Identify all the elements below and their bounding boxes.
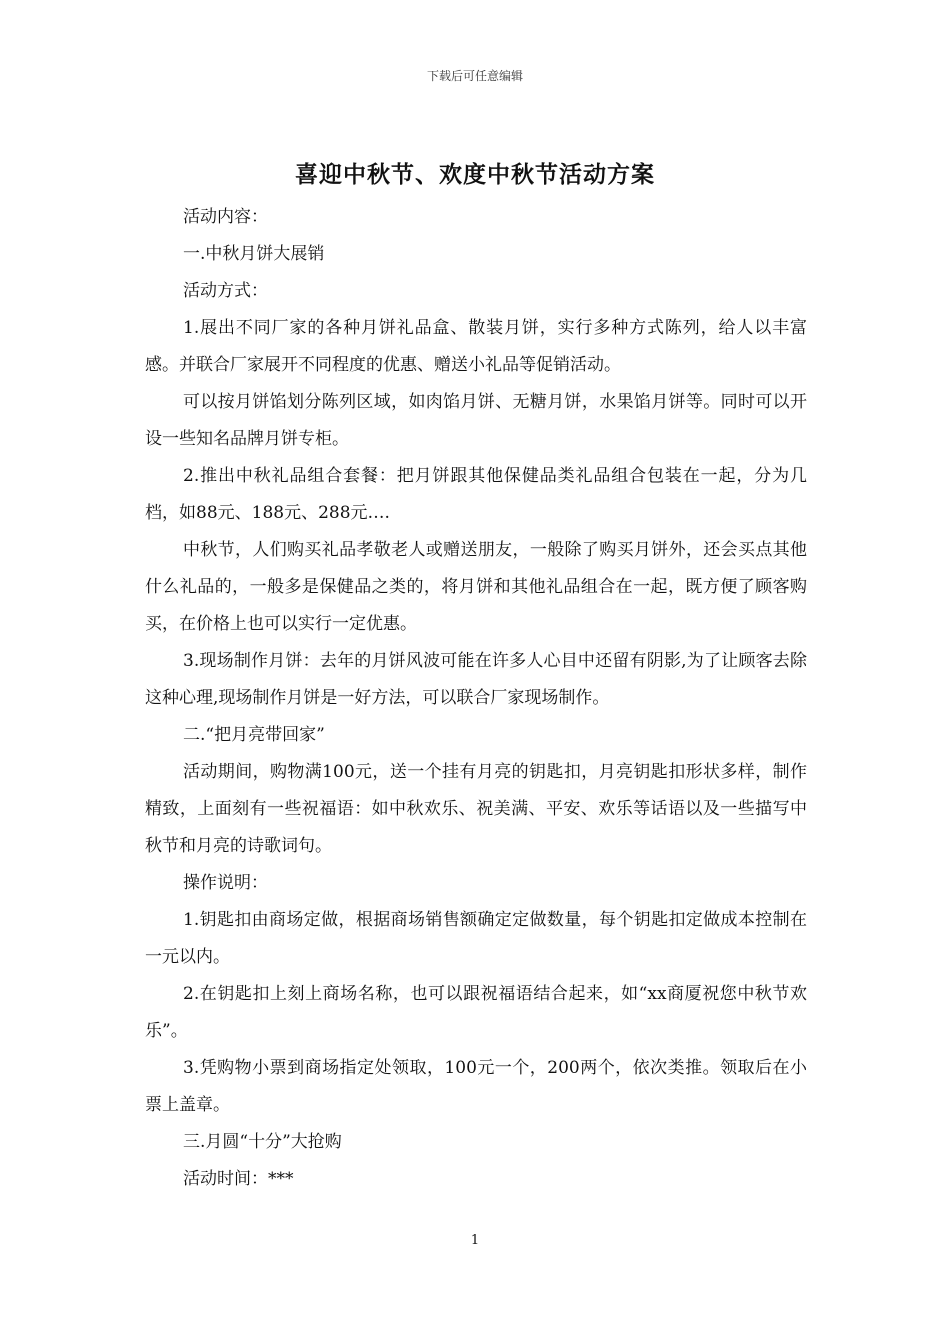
paragraph-activity-content: 活动内容： bbox=[183, 207, 268, 227]
document-body bbox=[145, 199, 807, 1198]
paragraph-section-1-heading: 一.中秋月饼大展销 bbox=[183, 244, 325, 264]
paragraph-keychain-promo: 活动期间，购物满100元，送一个挂有月亮的钥匙扣，月亮钥匙扣形状多样，制作精致，上面刻有一些祝福语：如中秋欢乐、祝美满、平安、欢乐等话语以及一些描写中秋节和月亮的诗歌词句。 bbox=[145, 762, 807, 856]
page-header: 下载后可任意编辑 bbox=[426, 69, 523, 83]
paragraph-item-1: 1.展出不同厂家的各种月饼礼品盒、散装月饼，实行多种方式陈列，给人以丰富感。并联合厂家展开不同程度的优惠、赠送小礼品等促销活动。 bbox=[145, 318, 807, 375]
document-title: 喜迎中秋节、欢度中秋节活动方案 bbox=[295, 161, 655, 188]
paragraph-gift-explanation: 中秋节，人们购买礼品孝敬老人或赠送朋友，一般除了购买月饼外，还会买点其他什么礼品的，一般多是保健品之类的，将月饼和其他礼品组合在一起，既方便了顾客购买，在价格上也可以实行一定优惠。 bbox=[145, 540, 807, 634]
paragraph-activity-time: 活动时间：*** bbox=[183, 1169, 294, 1189]
paragraph-item-2: 2.推出中秋礼品组合套餐：把月饼跟其他保健品类礼品组合包装在一起，分为几档，如88元、188元、288元…. bbox=[145, 466, 807, 523]
paragraph-section-2-heading: 二.“把月亮带回家” bbox=[183, 725, 325, 745]
paragraph-note-1: 1.钥匙扣由商场定做，根据商场销售额确定定做数量，每个钥匙扣定做成本控制在一元以内。 bbox=[145, 910, 807, 967]
paragraph-note-2: 2.在钥匙扣上刻上商场名称，也可以跟祝福语结合起来，如“xx商厦祝您中秋节欢乐”。 bbox=[145, 984, 807, 1041]
paragraph-section-3-heading: 三.月圆“十分”大抢购 bbox=[183, 1132, 342, 1152]
page-number: 1 bbox=[470, 1233, 480, 1248]
paragraph-activity-method: 活动方式： bbox=[183, 281, 268, 301]
paragraph-operation-notes: 操作说明： bbox=[183, 873, 268, 893]
paragraph-item-3: 3.现场制作月饼：去年的月饼风波可能在许多人心目中还留有阴影,为了让顾客去除这种心理,现场制作月饼是一好方法，可以联合厂家现场制作。 bbox=[145, 651, 807, 708]
paragraph-display-zones: 可以按月饼馅划分陈列区域，如肉馅月饼、无糖月饼，水果馅月饼等。同时可以开设一些知名品牌月饼专柜。 bbox=[145, 392, 807, 449]
paragraph-note-3: 3.凭购物小票到商场指定处领取，100元一个，200两个，依次类推。领取后在小票上盖章。 bbox=[145, 1058, 807, 1115]
